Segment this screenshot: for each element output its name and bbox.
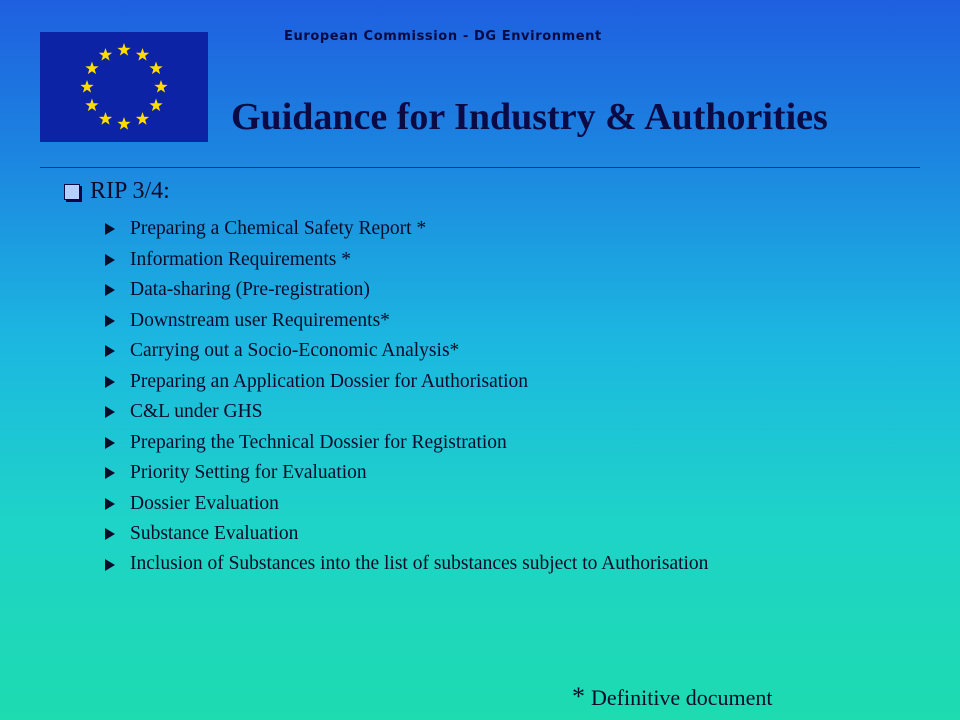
list-item [103,279,803,301]
footnote-text: Definitive document [591,685,773,710]
star-icon [117,43,130,56]
footnote [572,682,772,712]
list-item-label: Downstream user Requirements* [130,309,390,331]
arrow-bullet-icon [105,498,115,510]
arrow-bullet-icon [105,559,115,571]
list-item [103,554,803,574]
list-item [103,493,803,515]
star-icon [85,62,98,75]
star-icon [80,80,93,93]
section-heading-label: RIP 3/4: [90,178,170,204]
eu-stars-icon [40,32,208,142]
list-item [103,310,803,332]
footnote-marker: * [572,682,585,711]
star-icon [149,62,162,75]
square-bullet-icon [64,184,80,200]
arrow-bullet-icon [105,254,115,266]
arrow-bullet-icon [105,376,115,388]
list-item-label: Information Requirements * [130,248,351,270]
page-title: Guidance for Industry & Authorities [231,96,828,138]
list-item-label: Substance Evaluation [130,523,299,544]
list-item [103,432,803,454]
organization-header: European Commission - DG Environment [284,29,602,44]
list-item-label: Preparing an Application Dossier for Authorisation [130,370,529,392]
section-heading [64,178,170,205]
star-icon [117,117,130,130]
list-item-label: C&L under GHS [130,401,263,422]
guidance-list [103,218,803,582]
list-item-label: Preparing the Technical Dossier for Registration [130,431,507,453]
arrow-bullet-icon [105,528,115,540]
list-item [103,462,803,484]
list-item [103,340,803,362]
list-item [103,218,803,240]
list-item-label: Priority Setting for Evaluation [130,462,367,483]
arrow-bullet-icon [105,284,115,296]
star-icon [99,48,112,61]
arrow-bullet-icon [105,467,115,479]
eu-flag-logo [40,32,208,142]
list-item [103,523,803,545]
list-item-label: Dossier Evaluation [130,492,279,514]
star-icon [154,80,167,93]
arrow-bullet-icon [105,345,115,357]
arrow-bullet-icon [105,315,115,327]
star-icon [136,48,149,61]
list-item [103,401,803,423]
arrow-bullet-icon [105,406,115,418]
list-item [103,249,803,271]
list-item-label: Carrying out a Socio-Economic Analysis* [130,340,460,361]
star-icon [85,99,98,112]
list-item-label: Preparing a Chemical Safety Report * [130,218,427,239]
list-item [103,371,803,393]
arrow-bullet-icon [105,223,115,235]
title-divider [40,167,920,168]
list-item-label: Inclusion of Substances into the list of substances subject to Authorisation [130,552,709,574]
arrow-bullet-icon [105,437,115,449]
star-icon [99,112,112,125]
list-item-label: Data-sharing (Pre-registration) [130,279,370,300]
star-icon [136,112,149,125]
star-icon [149,99,162,112]
